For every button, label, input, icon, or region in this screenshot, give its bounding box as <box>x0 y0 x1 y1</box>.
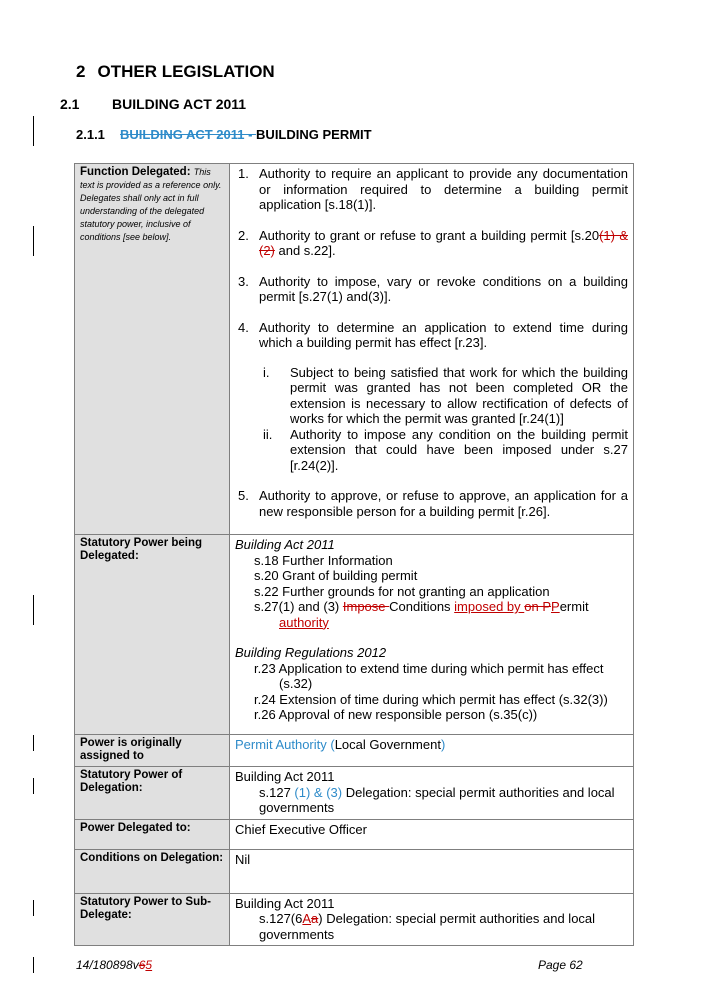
list-item <box>235 320 628 474</box>
table-row <box>75 893 634 946</box>
item-text: Authority to determine an application to extend time during which a building permit has effect [r.23]. <box>259 319 628 350</box>
delegation-table <box>74 163 634 946</box>
table-row <box>75 849 634 893</box>
heading-text: BUILDING ACT 2011 <box>112 96 247 112</box>
heading-level-2 <box>60 96 246 112</box>
document-number <box>76 958 152 972</box>
regulations-title: Building Regulations 2012 <box>235 645 387 660</box>
function-list <box>235 166 628 519</box>
change-bar <box>33 735 34 751</box>
list-item <box>235 228 628 259</box>
section-text: ) Delegation: special permit authorities and local governments <box>259 911 596 942</box>
sub-list-item <box>259 427 628 474</box>
reference-note: This text is provided as a reference only. Delegates shall only act in full understanding of the delegated statutory power, inclusive of conditions [see below]. <box>80 167 222 242</box>
label-text: Function Delegated: <box>80 166 191 178</box>
inserted-text: A <box>302 911 312 926</box>
function-list-cell <box>230 164 634 535</box>
regulation-line: r.24 Extension of time during which permit has effect (s.32(3)) <box>254 691 608 707</box>
table-row <box>75 819 634 849</box>
item-text: Authority to require an applicant to provide any documentation or information required to determine a building permit application [s.18(1)]. <box>259 166 628 212</box>
row-label: Conditions on Delegation: <box>75 849 230 893</box>
item-text: Subject to being satisfied that work for which the building permit was granted has not been completed OR the extension is necessary to allow rectification of defects of works for which the permit was granted [r.24(1)] <box>290 364 628 426</box>
act-title: Building Act 2011 <box>235 537 335 552</box>
heading-level-3 <box>76 127 372 142</box>
inserted-text: authority <box>279 614 329 630</box>
originally-assigned-cell <box>230 735 634 767</box>
section-line: s.18 Further Information <box>254 552 393 568</box>
inserted-text: 5 <box>145 958 153 972</box>
table-row <box>75 535 634 735</box>
section-line <box>235 615 628 631</box>
row-label: Statutory Power to Sub-Delegate: <box>75 893 230 946</box>
section-line: s.20 Grant of building permit <box>254 568 418 583</box>
power-of-delegation-cell <box>230 767 634 820</box>
regulation-line: r.26 Approval of new responsible person (s.35(c)) <box>254 707 538 722</box>
conditions-value: Nil <box>230 849 634 893</box>
table-row <box>75 767 634 820</box>
inserted-text: imposed by <box>454 599 525 614</box>
moved-text: (1) & (3) <box>294 784 346 800</box>
row-label: Statutory Power of Delegation: <box>75 767 230 820</box>
item-number: 5. <box>238 488 249 503</box>
deleted-text: Impose <box>342 599 390 614</box>
heading-text: OTHER LEGISLATION <box>97 62 275 81</box>
doc-number-text: 14/180898v <box>76 958 139 972</box>
table-row <box>75 164 634 535</box>
heading-number: 2.1 <box>60 96 80 112</box>
deleted-text: a <box>311 911 319 926</box>
section-text: s.127 <box>259 784 295 800</box>
assigned-value: Local Government <box>334 737 441 752</box>
row-label: Statutory Power being Delegated: <box>75 535 230 735</box>
delegated-to-value: Chief Executive Officer <box>230 819 634 849</box>
heading-number: 2.1.1 <box>76 127 105 142</box>
item-text: Authority to impose any condition on the building permit extension that could have been imposed under s.27 [r.24(2)]. <box>290 426 628 473</box>
item-number: 4. <box>238 319 249 335</box>
item-text: Authority to approve, or refuse to approve, an application for a new responsible person for a building permit [r.26]. <box>259 488 628 519</box>
change-bar <box>33 595 34 625</box>
regulation-line: r.23 Application to extend time during which permit has effect <box>254 660 604 676</box>
item-number: ii. <box>263 426 273 442</box>
section-line: s.22 Further grounds for not granting an application <box>254 583 550 599</box>
section-text: Delegation: special permit authorities and local governments <box>259 784 615 815</box>
section-text: ermit <box>559 599 589 614</box>
deleted-text: BUILDING ACT 2011 - <box>120 127 257 142</box>
section-text: Conditions <box>389 599 455 614</box>
item-text: Authority to grant or refuse to grant a building permit [s.20 <box>259 227 600 243</box>
item-text: and s.22]. <box>274 243 336 258</box>
act-title: Building Act 2011 <box>235 769 335 784</box>
section-text: s.127(6 <box>259 911 303 926</box>
act-title: Building Act 2011 <box>235 895 335 911</box>
section-line <box>235 599 628 615</box>
section-line <box>235 911 628 942</box>
heading-level-1 <box>76 62 275 82</box>
list-item <box>235 274 628 305</box>
change-bar <box>33 226 34 256</box>
item-text: Authority to impose, vary or revoke conditions on a building permit [s.27(1) and(3)]. <box>259 273 628 304</box>
sub-list-item <box>259 365 628 427</box>
change-bar <box>33 116 34 146</box>
item-number: 2. <box>238 227 249 243</box>
moved-text: Permit Authority ( <box>235 737 335 752</box>
row-label <box>75 164 230 535</box>
page-number: Page 62 <box>538 958 583 972</box>
sub-delegate-cell <box>230 893 634 946</box>
heading-number: 2 <box>76 62 86 81</box>
regulation-line: (s.32) <box>279 676 313 691</box>
deleted-text: on P <box>524 599 552 614</box>
item-number: 1. <box>238 166 249 181</box>
section-line <box>235 785 628 816</box>
statutory-power-cell <box>230 535 634 735</box>
heading-text: BUILDING PERMIT <box>256 127 372 142</box>
list-item <box>235 488 628 519</box>
change-bar <box>33 900 34 916</box>
item-number: i. <box>263 364 270 380</box>
deleted-text: (1) & (2) <box>259 227 628 258</box>
moved-text: ) <box>440 737 446 752</box>
change-bar <box>33 778 34 794</box>
spacer <box>235 630 628 645</box>
item-number: 3. <box>238 273 249 289</box>
section-text: s.27(1) and (3) <box>254 599 343 614</box>
change-bar <box>33 957 34 973</box>
table-row <box>75 735 634 767</box>
sub-list <box>259 365 628 474</box>
list-item <box>235 166 628 213</box>
row-label: Power is originally assigned to <box>75 735 230 767</box>
deleted-text: 6 <box>138 958 146 972</box>
row-label: Power Delegated to: <box>75 819 230 849</box>
inserted-text: P <box>551 599 560 614</box>
